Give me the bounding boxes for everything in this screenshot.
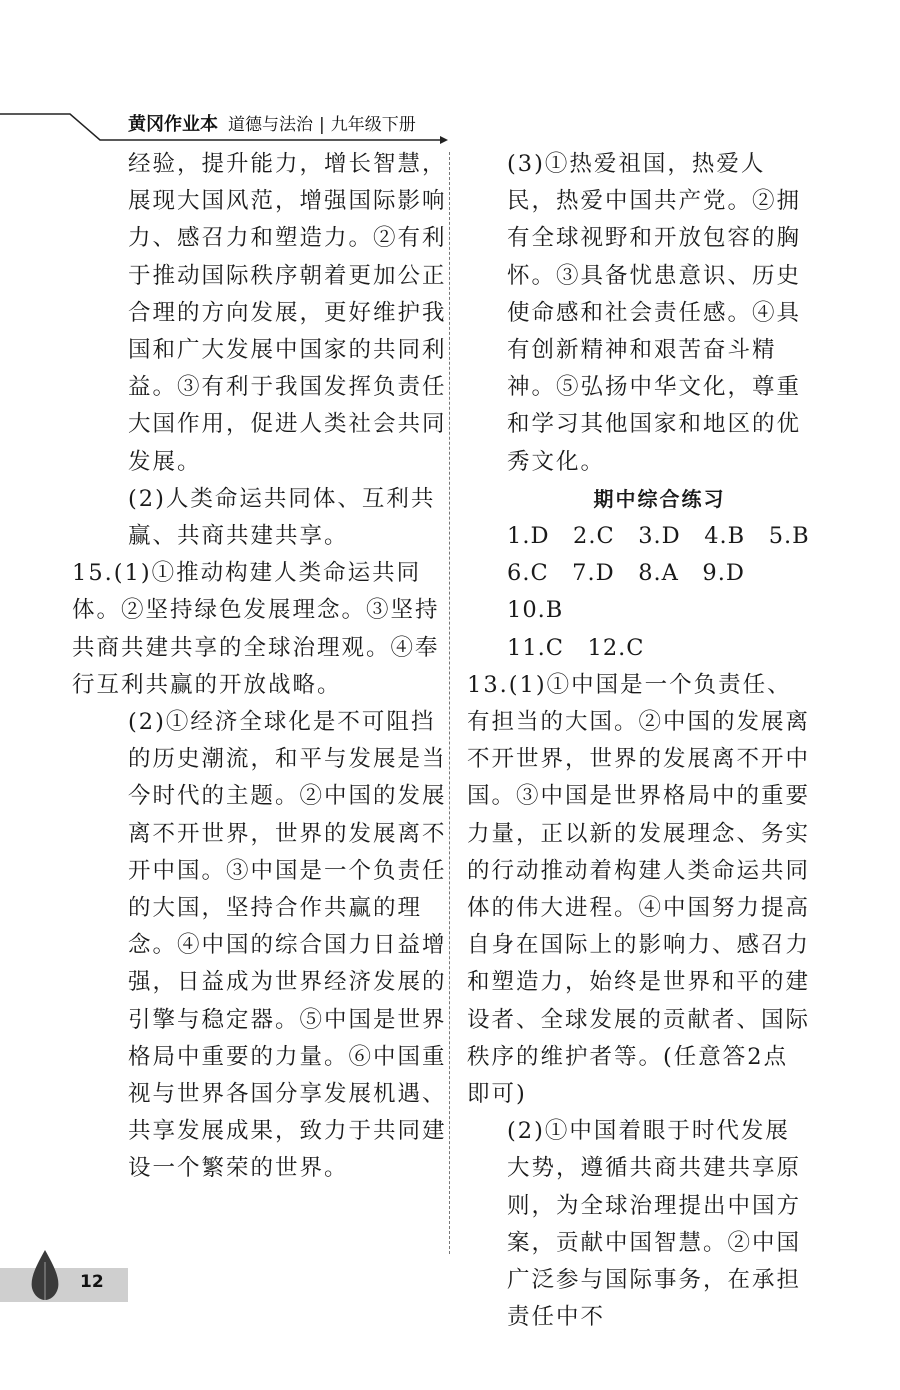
multiple-choice-answers: 6.C 7.D 8.A 9.D 10.B [507, 560, 769, 624]
footer-bar [0, 1268, 128, 1302]
leaf-icon [28, 1248, 62, 1302]
page-header [0, 100, 900, 148]
answer-paragraph: 经验，提升能力，增长智慧，展现大国风范，增强国际影响力、感召力和塑造力。②有利于推动国际秩序朝着更加公正合理的方向发展，更好维护我国和广大发展中国家的共同利益。③有利于我国发挥负责任大国作用，促进人类社会共同发展。 [128, 151, 447, 475]
column-divider [449, 152, 450, 1254]
question-13-part-1: 13.(1)①中国是一个负责任、有担当的大国。②中国的发展离不开世界，世界的发展离不开中国。③中国是世界格局中的重要力量，正以新的发展理念、务实的行动推动着构建人类命运共同体的伟大进程。④中国努力提高自身在国际上的影响力、感召力和塑造力，始终是世界和平的建设者、全球发展的贡献者、国际秩序的维护者等。(任意答2点即可) [467, 671, 811, 1108]
right-column [467, 146, 812, 1337]
multiple-choice-answers: 1.D 2.C 3.D 4.B 5.B [507, 523, 810, 550]
answer-paragraph: (2)人类命运共同体、互利共赢、共商共建共享。 [128, 485, 436, 550]
grade-label: 九年级下册 [330, 115, 416, 135]
page-footer [0, 1248, 130, 1302]
question-15-part-2: (2)①经济全球化是不可阻挡的历史潮流，和平与发展是当今时代的主题。②中国的发展离不开世界，世界的发展离不开中国。③中国是一个负责任的大国，坚持合作共赢的理念。④中国的综合国力日益增强，日益成为世界经济发展的引擎与稳定器。⑤中国是世界格局中重要的力量。⑥中国重视与世界各国分享发展机遇、共享发展成果，致力于共同建设一个繁荣的世界。 [128, 709, 447, 1182]
section-title: 期中综合练习 [593, 486, 726, 511]
question-15-part-1: 15.(1)①推动构建人类命运共同体。②坚持绿色发展理念。③坚持共商共建共享的全球治理观。④奉行互利共赢的开放战略。 [72, 560, 440, 698]
page-number: 12 [80, 1272, 104, 1292]
header-title [128, 110, 416, 136]
question-13-part-2: (2)①中国着眼于时代发展大势，遵循共商共建共享原则，为全球治理提出中国方案，贡献中国智慧。②中国广泛参与国际事务，在承担责任中不 [507, 1118, 802, 1331]
left-column [72, 146, 448, 1188]
multiple-choice-answers: 11.C 12.C [507, 634, 645, 661]
subject-label: 道德与法治 [228, 115, 313, 135]
header-separator: | [319, 115, 325, 135]
answer-paragraph: (3)①热爱祖国，热爱人民，热爱中国共产党。②拥有全球视野和开放包容的胸怀。③具备忧患意识、历史使命感和社会责任感。④具有创新精神和艰苦奋斗精神。⑤弘扬中华文化，尊重和学习其他国家和地区的优秀文化。 [507, 151, 802, 475]
book-brand: 黄冈作业本 [128, 114, 218, 135]
